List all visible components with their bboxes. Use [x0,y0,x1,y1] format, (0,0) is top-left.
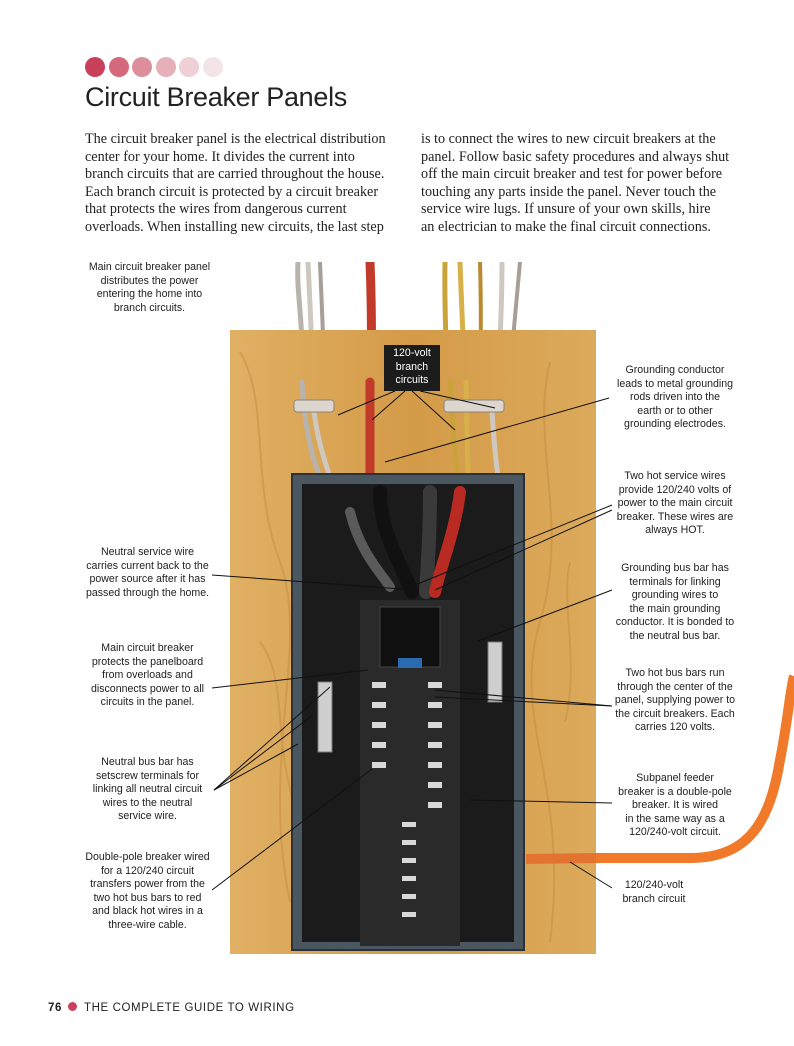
text-line: that protects the wires from dangerous current [85,201,347,218]
callout-line: Two hot service wires [624,470,726,482]
callout-grounding-conductor [607,364,743,432]
callout-line: earth or to other [637,404,713,417]
callout-line: 120/240-volt [624,879,684,891]
callout-line: Neutral bus bar has [101,756,194,768]
callout-line: Neutral service wire [100,546,195,558]
callout-line: Grounding conductor [625,364,725,376]
callout-line: the main grounding [629,602,721,615]
callout-line: transfers power from the [90,878,205,890]
callout-line: from overloads and [102,669,193,681]
text-line: Each branch circuit is protected by a circuit breaker [85,183,379,200]
footer-dot [68,1002,77,1011]
callout-line: power to the main circuit [617,497,733,509]
text-line: an electrician to make the final circuit connections. [421,218,711,235]
callout-line: leads to metal grounding [616,377,734,390]
text-line: The circuit breaker panel is the electrical distribution [85,131,386,147]
callout-line: three-wire cable. [108,918,187,931]
page-footer [48,1002,295,1014]
callout-line: breaker. It is wired [632,799,718,811]
callout-branch-240 [586,879,722,906]
text-line: touching any parts inside the panel. Never touch the [421,183,717,200]
callout-line: grounding electrodes. [624,418,726,430]
callout-line: carries current back to the [86,559,209,572]
callout-line: through the center of the [617,680,733,693]
section-dot [203,57,223,77]
text-line: service wire lugs. If unsure of your own skills, hire [421,201,711,218]
callout-neutral-service [80,546,215,600]
callout-line: distributes the power [100,274,199,287]
callout-hot-bus [607,667,743,735]
callout-main-breaker [80,642,215,710]
page-number: 76 [48,1002,62,1014]
callout-line: the neutral bus bar. [629,629,721,642]
callout-line: terminals for linking [629,575,721,588]
callout-main-panel [82,261,217,315]
callout-line: Main circuit breaker panel [88,261,211,273]
callout-line: protects the panelboard [91,655,204,668]
callout-line: power source after it has [89,573,206,585]
text-line: branch circuits that are carried throughout the house. [85,166,385,183]
callout-line: wires to the neutral [102,796,193,809]
section-dot [109,57,129,77]
callout-double-pole [80,851,215,932]
section-dot [156,57,176,77]
callout-line: in the same way as a [625,812,725,825]
callout-line: setscrew terminals for [95,769,200,782]
text-line: off the main circuit breaker and test for power before [421,166,723,183]
intro-right-column [421,131,739,237]
callout-line: rods driven into the [629,391,721,403]
section-dot [132,57,152,77]
callout-hot-service [607,470,743,538]
callout-line: breaker is a double-pole [618,785,732,798]
page-title: Circuit Breaker Panels [85,82,348,112]
callout-neutral-bus [80,756,215,824]
callout-line: circuits [395,374,429,386]
text-line: panel. Follow basic safety procedures and always shut [421,148,730,165]
callout-line: panel, supplying power to [614,694,736,706]
callout-line: Two hot bus bars run [625,667,725,679]
section-dot [85,57,105,77]
callout-line: branch circuit [622,892,686,905]
callout-line: service wire. [118,810,177,822]
callout-line: breaker. These wires are [616,510,734,523]
callout-grounding-bus [607,562,743,643]
callout-line: 120-volt [393,347,431,359]
callout-line: circuits in the panel. [100,696,195,708]
callout-line: conductor. It is bonded to [615,616,735,628]
callout-line: linking all neutral circuit [92,783,203,795]
book-title: THE COMPLETE GUIDE TO WIRING [84,1002,295,1014]
text-line: is to connect the wires to new circuit breakers at the [421,131,716,147]
callout-line: the circuit breakers. Each [615,707,735,720]
callout-line: two hot bus bars to red [93,891,202,904]
section-dot [179,57,199,77]
callout-line: provide 120/240 volts of [618,483,732,496]
callout-line: carries 120 volts. [634,721,716,733]
intro-left-column [85,131,403,237]
callout-line: always HOT. [645,524,705,536]
callout-line: passed through the home. [85,586,210,599]
text-line: center for your home. It divides the current into [85,148,355,165]
callout-line: branch circuits. [113,301,186,314]
callout-line: grounding wires to [631,589,719,601]
callout-line: 120/240-volt circuit. [629,826,721,838]
callout-line: branch [395,360,429,373]
branch-120-label [384,345,440,391]
callout-line: entering the home into [96,288,203,300]
callout-line: and black hot wires in a [92,905,203,917]
callout-line: Subpanel feeder [636,772,714,784]
text-line: overloads. When installing new circuits, the last step [85,218,384,235]
callout-line: for a 120/240 circuit [100,864,195,877]
callout-subpanel [607,772,743,840]
callout-line: Grounding bus bar has [621,562,729,574]
callout-line: Main circuit breaker [101,642,194,654]
callout-line: disconnects power to all [90,682,205,695]
callout-line: Double-pole breaker wired [85,851,210,863]
